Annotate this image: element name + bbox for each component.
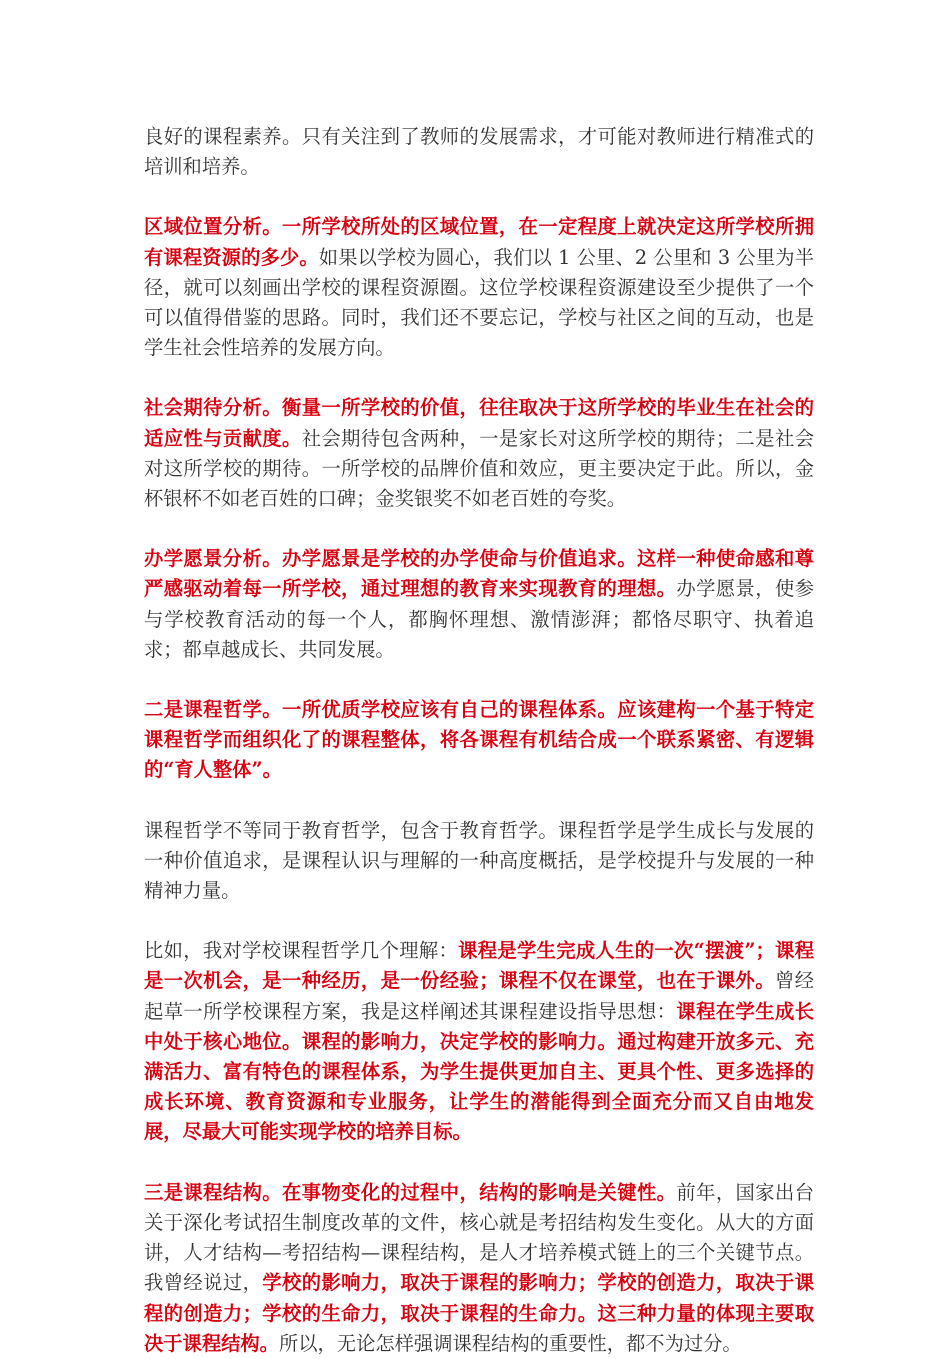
paragraph-2-heading: 区域位置分析。一所学校所处的区域位置，在一定程度上就决定这所学校所拥有课程资源的多少。: [144, 215, 814, 269]
paragraph-4: [144, 544, 814, 665]
paragraph-8-emphasis: 学校的影响力，取决于课程的影响力；学校的创造力，取决于课程的创造力；学校的生命力，取决于课程的生命力。这三种力量的体现主要取决于课程结构。: [144, 1271, 814, 1355]
paragraph-6-text: 课程哲学不等同于教育哲学，包含于教育哲学。课程哲学是学生成长与发展的一种价值追求，是课程认识与理解的一种高度概括，是学校提升与发展的一种精神力量。: [144, 818, 814, 903]
paragraph-1: [144, 122, 814, 182]
paragraph-8: [144, 1178, 814, 1359]
paragraph-7-text-b: 曾经起草一所学校课程方案，我是这样阐述其课程建设指导思想：: [144, 969, 814, 1023]
paragraph-3: [144, 393, 814, 514]
paragraph-7-text-a: 比如，我对学校课程哲学几个理解：: [144, 939, 459, 963]
paragraph-4-text: 办学愿景，使参与学校教育活动的每一个人，都胸怀理想、激情澎湃；都恪尽职守、执着追求；都卓越成长、共同发展。: [144, 577, 814, 661]
paragraph-2-text: 如果以学校为圆心，我们以 1 公里、2 公里和 3 公里为半径，就可以刻画出学校的课程资源圈。这位学校课程资源建设至少提供了一个可以值得借鉴的思路。同时，我们还不要忘记，学校与社区之间的互动，也是学生社会性培养的发展方向。: [144, 245, 814, 360]
paragraph-8-text-b: 所以，无论怎样强调课程结构的重要性，都不为过分。: [278, 1331, 742, 1355]
paragraph-6: [144, 816, 814, 907]
paragraph-7-emphasis-b: 课程在学生成长中处于核心地位。课程的影响力，决定学校的影响力。通过构建开放多元、充满活力、富有特色的课程体系，为学生提供更加自主、更具个性、更多选择的成长环境、教育资源和专业服务，让学生的潜能得到全面充分而又自由地发展，尽最大可能实现学校的培养目标。: [144, 999, 814, 1144]
paragraph-7-emphasis-a: 课程是学生完成人生的一次“摆渡”；课程是一次机会，是一种经历，是一份经验；课程不仅在课堂，也在于课外。: [144, 939, 814, 993]
paragraph-5: [144, 695, 814, 786]
document-page: [144, 122, 814, 1359]
paragraph-1-text: 良好的课程素养。只有关注到了教师的发展需求，才可能对教师进行精准式的培训和培养。: [144, 125, 814, 179]
paragraph-2: [144, 212, 814, 363]
paragraph-3-heading: 社会期待分析。衡量一所学校的价值，往往取决于这所学校的毕业生在社会的适应性与贡献度。: [144, 396, 814, 450]
paragraph-5-heading: 二是课程哲学。一所优质学校应该有自己的课程体系。应该建构一个基于特定课程哲学而组织化了的课程整体，将各课程有机结合成一个联系紧密、有逻辑的“育人整体”。: [144, 698, 814, 782]
paragraph-8-text-a: 前年，国家出台关于深化考试招生制度改革的文件，核心就是考招结构发生变化。从大的方面讲，人才结构—考招结构—课程结构，是人才培养模式链上的三个关键节点。我曾经说过，: [144, 1180, 814, 1295]
paragraph-7: [144, 936, 814, 1147]
paragraph-8-heading: 三是课程结构。在事物变化的过程中，结构的影响是关键性。: [144, 1180, 677, 1204]
paragraph-4-heading: 办学愿景分析。办学愿景是学校的办学使命与价值追求。这样一种使命感和尊严感驱动着每一所学校，通过理想的教育来实现教育的理想。: [144, 547, 814, 601]
paragraph-3-text: 社会期待包含两种，一是家长对这所学校的期待；二是社会对这所学校的期待。一所学校的品牌价值和效应，更主要决定于此。所以，金杯银杯不如老百姓的口碑；金奖银奖不如老百姓的夸奖。: [144, 426, 814, 511]
